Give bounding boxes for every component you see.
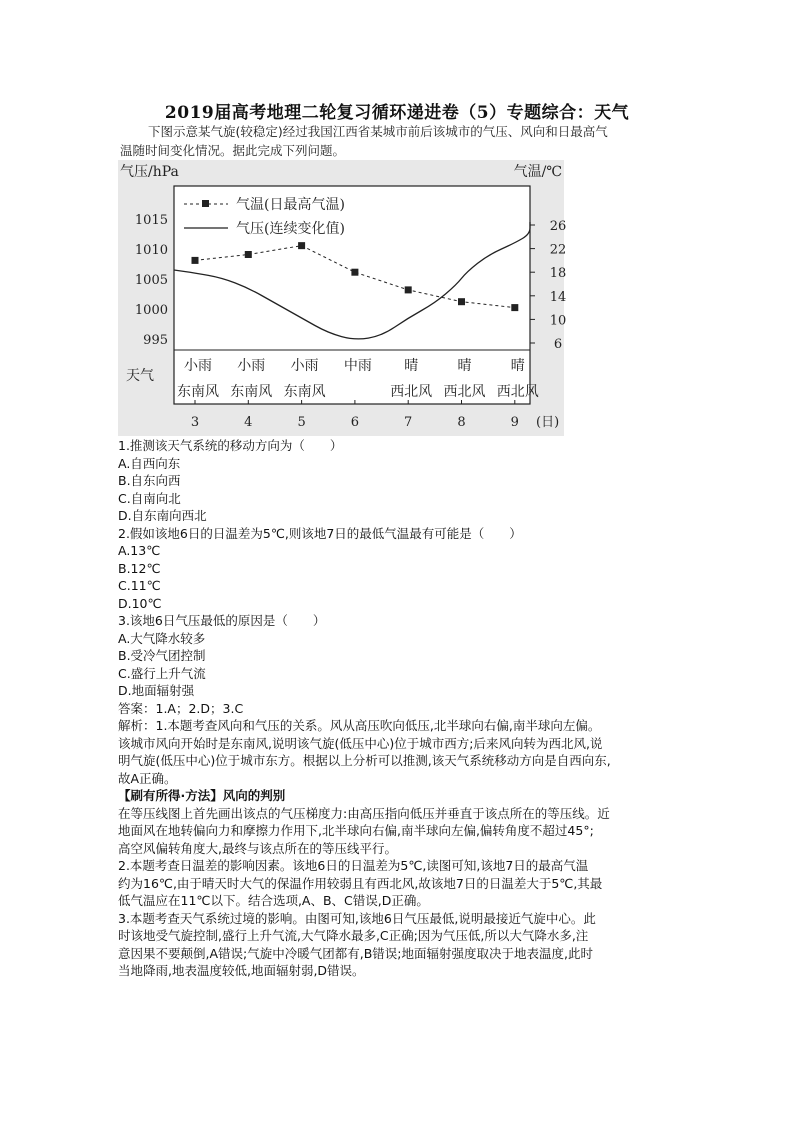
weather-label: 中雨 xyxy=(343,358,372,374)
text-line: D.自东南向西北 xyxy=(118,508,207,523)
right-tick-label: 18 xyxy=(549,266,567,282)
text-line: B.12℃ xyxy=(118,560,161,576)
text-line: D.地面辐射强 xyxy=(118,683,195,698)
left-tick-label: 1000 xyxy=(134,303,168,318)
weather-label: 小雨 xyxy=(184,358,212,374)
text-line: B.自东向西 xyxy=(118,473,181,488)
left-tick-label: 1010 xyxy=(134,243,168,258)
text-line: 时该地受气旋控制,盛行上升气流,大气降水最多,C正确;因为气压低,所以大气降水多,注 xyxy=(118,928,589,943)
text-line: 2.本题考查日温差的影响因素。该地6日的日温差为5℃,读图可知,该地7日的最高气温 xyxy=(118,858,589,873)
temperature-point xyxy=(405,286,412,293)
text-line: 3.该地6日气压最低的原因是（ ） xyxy=(118,613,326,628)
left-axis-title: 气压/hPa xyxy=(120,164,179,180)
text-line: A.自西向东 xyxy=(118,455,181,471)
weather-label: 晴 xyxy=(510,358,525,374)
wind-label: 西北风 xyxy=(390,384,433,400)
text-line: 高空风偏转角度大,最终与该点所在的等压线平行。 xyxy=(118,840,397,856)
right-tick-label: 26 xyxy=(549,219,567,234)
text-line: 意因果不要颠倒,A错误;气旋中冷暖气团都有,B错误;地面辐射强度取决于地表温度,此时 xyxy=(118,945,593,961)
wind-label: 西北风 xyxy=(443,384,486,400)
temperature-point xyxy=(298,242,305,249)
x-unit-label: (日) xyxy=(536,415,560,430)
left-tick-label: 1015 xyxy=(134,213,168,228)
weather-label: 晴 xyxy=(457,358,472,374)
text-line: 明气旋(低压中心)位于城市东方。根据以上分析可以推测,该天气系统移动方向是自西向东, xyxy=(118,753,611,768)
question-body xyxy=(118,437,678,980)
text-line: 3.本题考查天气系统过境的影响。由图可知,该地6日气压最低,说明最接近气旋中心。此 xyxy=(118,910,596,926)
x-tick-label: 5 xyxy=(297,415,306,430)
text-line: C.自南向北 xyxy=(118,490,181,506)
text-line: 解析：1.本题考查风向和气压的关系。风从高压吹向低压,北半球向右偏,南半球向左偏。 xyxy=(118,718,601,733)
text-line: B.受冷气团控制 xyxy=(118,648,206,663)
text-line: A.大气降水较多 xyxy=(118,630,206,646)
temperature-point xyxy=(245,251,252,258)
legend-temp-marker xyxy=(202,200,209,207)
text-line: 2.假如该地6日的日温差为5℃,则该地7日的最低气温最有可能是（ ） xyxy=(118,525,522,541)
text-line: 答案：1.A；2.D；3.C xyxy=(118,700,244,716)
x-tick-label: 9 xyxy=(510,415,519,430)
legend-temp-label: 气温(日最高气温) xyxy=(236,197,345,213)
wind-label: 东南风 xyxy=(230,384,273,400)
temperature-point xyxy=(458,298,465,305)
text-line: C.盛行上升气流 xyxy=(118,665,206,681)
temperature-point xyxy=(511,304,518,311)
wind-label: 东南风 xyxy=(177,384,219,400)
text-line: 该城市风向开始时是东南风,说明该气旋(低压中心)位于城市西方;后来风向转为西北风,说 xyxy=(118,735,603,751)
right-tick-label: 10 xyxy=(549,313,567,329)
text-line: C.11℃ xyxy=(118,578,161,593)
intro-line-1: 下图示意某气旋(较稳定)经过我国江西省某城市前后该城市的气压、风向和日最高气 xyxy=(148,124,608,139)
wind-label: 东南风 xyxy=(283,384,326,400)
text-line: D.10℃ xyxy=(118,595,162,611)
text-line: 【刷有所得·方法】风向的判别 xyxy=(118,788,286,803)
text-line: 1.推测该天气系统的移动方向为（ ） xyxy=(118,438,343,453)
weather-label: 小雨 xyxy=(237,358,266,374)
x-tick-label: 3 xyxy=(190,415,200,430)
x-tick-label: 7 xyxy=(404,415,413,430)
text-line: 地面风在地转偏向力和摩擦力作用下,北半球向右偏,南半球向左偏,偏转角度不超过45°; xyxy=(118,823,594,838)
text-line: A.13℃ xyxy=(118,543,161,558)
intro-line-2: 温随时间变化情况。据此完成下列问题。 xyxy=(120,143,346,158)
temperature-point xyxy=(192,257,199,264)
wind-label: 西北风 xyxy=(496,384,539,400)
text-line: 约为16℃,由于晴天时大气的保温作用较弱且有西北风,故该地7日的日温差大于5℃,其最 xyxy=(118,875,603,891)
right-tick-label: 22 xyxy=(549,242,567,258)
temperature-point xyxy=(351,269,358,276)
text-line: 在等压线图上首先画出该点的气压梯度力:由高压指向低压并垂直于该点所在的等压线。近 xyxy=(118,805,610,821)
weather-label: 小雨 xyxy=(290,358,319,374)
left-tick-label: 1005 xyxy=(134,273,168,288)
weather-row-label: 天气 xyxy=(126,368,154,384)
right-axis-title: 气温/℃ xyxy=(513,164,562,180)
x-tick-label: 8 xyxy=(457,415,466,430)
legend-pressure-label: 气压(连续变化值) xyxy=(236,221,345,237)
chart-svg xyxy=(118,160,567,436)
text-line: 当地降雨,地表温度较低,地面辐射弱,D错误。 xyxy=(118,963,365,978)
weather-chart xyxy=(118,160,567,436)
right-tick-label: 6 xyxy=(553,337,563,352)
page-title: 2019届高考地理二轮复习循环递进卷（5）专题综合：天气 xyxy=(164,103,630,123)
text-line: 低气温应在11℃以下。结合选项,A、B、C错误,D正确。 xyxy=(118,893,429,908)
text-line: 故A正确。 xyxy=(118,770,177,786)
legend-whiteout xyxy=(502,198,528,220)
right-tick-label: 14 xyxy=(549,289,567,305)
weather-label: 晴 xyxy=(404,358,419,374)
x-tick-label: 4 xyxy=(244,415,253,430)
intro-text xyxy=(120,122,680,160)
x-tick-label: 6 xyxy=(350,415,360,430)
left-tick-label: 995 xyxy=(143,333,168,348)
